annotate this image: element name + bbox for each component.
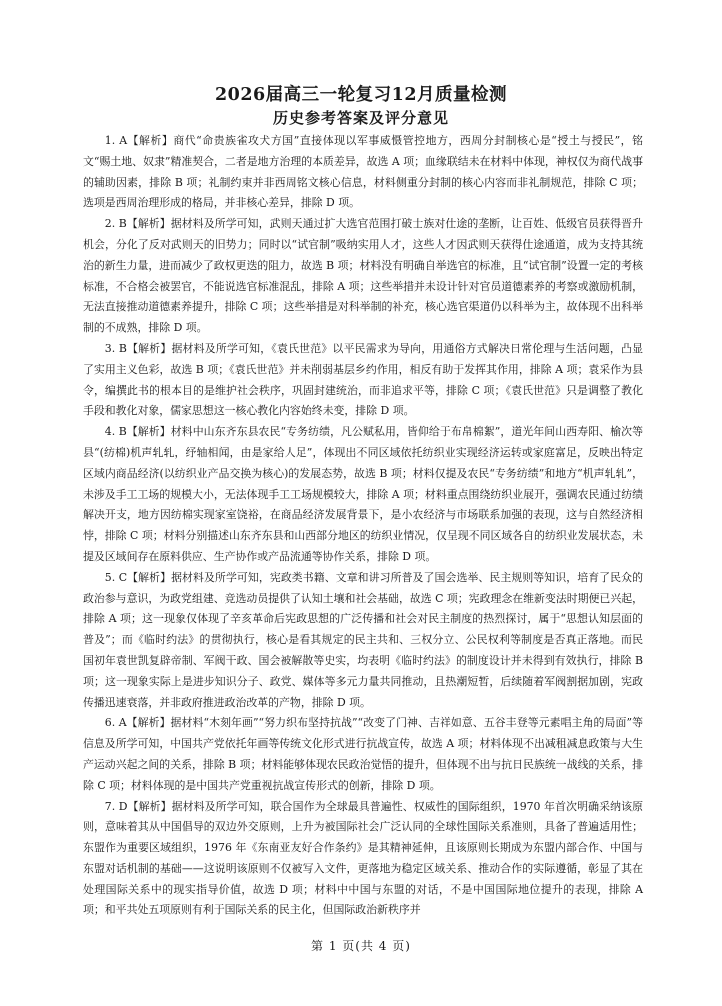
- answer-paragraph-5: 5. C【解析】据材料及所学可知，宪政类书籍、文章和讲习所普及了国会选举、民主规则等知识，培育了民众的政治参与意识，为政党组建、竞选动员提供了认知土壤和社会基础，故选 C 项；宪政理念在维新变法时期便已兴起，排除 A 项；这一现象仅体现了辛亥革命后宪政思想的广泛传播和社会对民主制度的热烈探讨，属于“思想认知层面的普及”；而《临时约法》的贯彻执行，核心是看其规定的民主共和、三权分立、公民权利等制度是否真正落地。而民国初年袁世凯复辟帝制、军阀干政、国会被解散等史实，均表明《临时约法》的制度设计并未得到有效执行，排除 B 项；这一现象实际上是进步知识分子、政党、媒体等多元力量共同推动，且热潮短暂，后续随着军阀割据加剧，宪政传播迅速衰落，并非政府推进政治改革的产物，排除 D 项。: [83, 570, 643, 709]
- answer-paragraph-1: 1. A【解析】商代“命贵族雀攻犬方国”直接体现以军事威慑管控地方，西周分封制核心是“授土与授民”，铭文“赐土地、奴隶”精准契合，二者是地方治理的本质差异，故选 A 项；血缘联结未在材料中体现，神权仅为商代战事的辅助因素，排除 B 项；礼制约束并非西周铭文核心信息，材料侧重分封制的核心内容而非礼制规范，排除 C 项；选项是西周治理形成的格局，并非核心差异，排除 D 项。: [83, 134, 643, 210]
- page-subtitle: 历史参考答案及评分意见: [272, 109, 449, 127]
- answer-paragraph-7: 7. D【解析】据材料及所学可知，联合国作为全球最具普遍性、权威性的国际组织，1970 年首次明确采纳该原则，意味着其从中国倡导的双边外交原则，上升为被国际社会广泛认同的全球性国际关系准则，具备了普遍适用性；东盟作为重要区域组织，1976 年《东南亚友好合作条约》是其精神延伸，且该原则长期成为东盟内部合作、中国与东盟对话机制的基础——这说明该原则不仅被写入文件，更落地为稳定区域关系、推动合作的实际遵循，彰显了其在处理国际关系中的现实指导价值，故选 D 项；材料中中国与东盟的对话，不是中国国际地位提升的表现，排除 A 项；和平共处五项原则有利于国际关系的民主化，但国际政治新秩序并: [83, 799, 643, 917]
- page-title: 2026届高三一轮复习12月质量检测: [214, 85, 508, 105]
- answer-paragraph-4: 4. B【解析】材料中山东齐东县农民“专务纺绩，凡公赋私用，皆仰给于布帛棉絮”，道光年间山西寿阳、榆次等县“(纺棉)机声轧轧，纾轴相闻，由是家给人足”，体现出不同区域依托纺织业实现经济运转或家庭富足，反映出特定区域内商品经济(以纺织业产品交换为核心)的发展态势，故选 B 项；材料仅提及农民“专务纺绩”和地方“机声轧轧”，未涉及手工工场的规模大小，无法体现手工工场规模较大，排除 A 项；材料重点围绕纺织业展开，强调农民通过纺绩解决开支，地方因纺棉实现家室饶裕，在商品经济发展背景下，是小农经济与市场联系加强的表现，这与自然经济相悖，排除 C 项；材料分别描述山东齐东县和山西部分地区的纺织业情况，仅呈现不同区域各自的纺织业发展状态，未提及区域间存在原料供应、生产协作或产品流通等协作关系，排除 D 项。: [83, 425, 643, 563]
- answer-body: [83, 131, 643, 921]
- answer-paragraph-2: 2. B【解析】据材料及所学可知，武则天通过扩大选官范围打破士族对仕途的垄断，让百姓、低级官员获得晋升机会，分化了反对武则天的旧势力；同时以“试官制”吸纳实用人才，这些人才因武则天获得仕途通道，成为支持其统治的新生力量，进而减少了政权更迭的阻力，故选 B 项；材料没有明确自举选官的标准，且“试官制”设置一定的考核标准，不合格会被罢官，不能说选官标准混乱，排除 A 项；这些举措并未设计针对官员道德素养的考察或激励机制，无法直接推动道德素养提升，排除 C 项；这些举措是对科举制的补充，核心选官渠道仍以科举为主，故体现不出科举制的不成熟，排除 D 项。: [83, 217, 643, 335]
- answer-paragraph-6: 6. A【解析】据材料“木刻年画”“努力织布坚持抗战”“改变了门神、吉祥如意、五谷丰登等元素唱主角的局面”等信息及所学可知，中国共产党依托年画等传统文化形式进行抗战宣传，故选 A 项；材料体现不出减租减息政策与大生产运动兴起之间的关系，排除 B 项；材料能够体现农民政治觉悟的提升，但体现不出与抗日民族统一战线的关系，排除 C 项；材料体现的是中国共产党重视抗战宣传形式的创新，排除 D 项。: [83, 716, 643, 792]
- page-footer: 第 1 页(共 4 页): [311, 939, 411, 953]
- answer-paragraph-3: 3. B【解析】据材料及所学可知，《袁氏世范》以平民需求为导向，用通俗方式解决日常伦理与生活问题，凸显了实用主义色彩，故选 B 项；《袁氏世范》并未削弱基层乡约作用，相反有助于发挥其作用，排除 A 项；袁采作为县令，编撰此书的根本目的是维护社会秩序，巩固封建统治，而非追求平等，排除 C 项；《袁氏世范》只是调整了教化手段和教化对象，儒家思想这一核心教化内容始终未变，排除 D 项。: [83, 341, 643, 418]
